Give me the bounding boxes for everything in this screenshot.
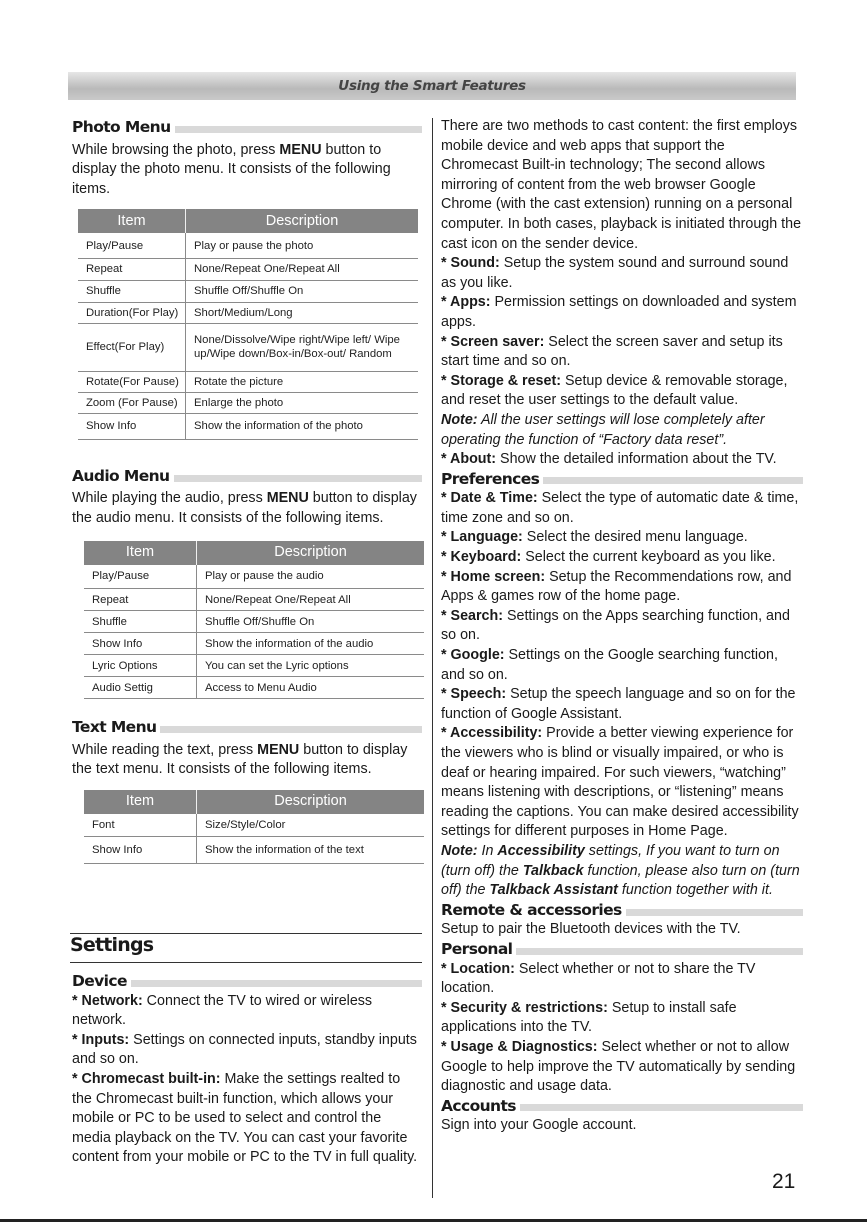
section-title: Using the Smart Features <box>338 78 526 94</box>
device-heading: Device <box>72 972 422 992</box>
page-number: 21 <box>772 1170 796 1193</box>
audio-menu-heading: Audio Menu <box>72 467 422 487</box>
setting-keyboard: * Keyboard: Select the current keyboard as you like. <box>441 549 776 566</box>
table-header-row: Item Description <box>84 790 424 814</box>
left-column <box>72 118 422 864</box>
setting-network: * Network: Connect the TV to wired or wireless network. <box>72 992 373 1029</box>
device-section <box>72 972 422 1168</box>
setting-storage-reset: * Storage & reset: Setup device & removable storage, and reset the user settings to the default value. <box>441 372 788 409</box>
table-header-row: Item Description <box>84 541 424 565</box>
right-column <box>441 117 803 1136</box>
photo-menu-heading: Photo Menu <box>72 118 422 138</box>
setting-location: * Location: Select whether or not to share the TV location. <box>441 960 756 997</box>
table-row: Shuffle Shuffle Off/Shuffle On <box>84 611 424 633</box>
photo-intro: While browsing the photo, press MENU button to display the photo menu. It consists of the following items. <box>72 141 391 197</box>
remote-accessories-heading: Remote & accessories <box>441 901 803 921</box>
setting-google: * Google: Settings on the Google searching function, and so on. <box>441 647 778 683</box>
text-menu-table <box>84 790 424 865</box>
audio-intro: While playing the audio, press MENU button to display the audio menu. It consists of the following items. <box>72 490 417 527</box>
table-row: Show Info Show the information of the photo <box>78 413 418 439</box>
cast-explanation: There are two methods to cast content: the first employs mobile device and web apps that support the Chromecast Built-in technology; The second allows mirroring of content from the web browser Google Chrome (with the cast extension) running on a personal computer. In both cases, playback is initiated through the cast icon on the sender device. <box>441 118 802 252</box>
settings-bottom-rule <box>70 962 422 963</box>
photo-menu-table <box>78 209 418 440</box>
setting-accessibility: * Accessibility: Provide a better viewing experience for the viewers who is blind or visually impaired, or who is deaf or hearing impaired. For such viewers, “watching” means listening with descriptions, or “listening” means reading the captions. You can make desired accessibility settings for different purposes in Home Page. <box>441 725 799 840</box>
setting-apps: * Apps: Permission settings on downloaded and system apps. <box>441 294 797 330</box>
table-row: Lyric Options You can set the Lyric options <box>84 655 424 677</box>
setting-language: * Language: Select the desired menu language. <box>441 529 748 546</box>
text-menu-heading: Text Menu <box>72 718 422 738</box>
table-row: Repeat None/Repeat One/Repeat All <box>84 589 424 611</box>
setting-home-screen: * Home screen: Setup the Recommendations row, and Apps & games row of the home page. <box>441 568 792 605</box>
setting-inputs: * Inputs: Settings on connected inputs, standby inputs and so on. <box>72 1031 417 1068</box>
table-row: Repeat None/Repeat One/Repeat All <box>78 258 418 280</box>
table-row: Play/Pause Play or pause the photo <box>78 233 418 258</box>
table-row: Show Info Show the information of the text <box>84 837 424 864</box>
talkback-note: Note: In Accessibility settings, If you want to turn on (turn off) the Talkback function, please also turn on (turn off) the Talkback Assistant function together with it. <box>441 842 800 899</box>
table-row: Duration(For Play) Short/Medium/Long <box>78 302 418 323</box>
setting-about: * About: Show the detailed information about the TV. <box>441 451 777 468</box>
accounts-heading: Accounts <box>441 1097 803 1117</box>
factory-reset-note: Note: All the user settings will lose completely after operating the function of “Factory data reset”. <box>441 411 765 448</box>
table-row: Effect(For Play) None/Dissolve/Wipe right/Wipe left/ Wipe up/Wipe down/Box-in/Box-out/ Random <box>78 323 418 371</box>
setting-screen-saver: * Screen saver: Select the screen saver and setup its start time and so on. <box>441 333 783 370</box>
table-row: Show Info Show the information of the audio <box>84 633 424 655</box>
accounts-text: Sign into your Google account. <box>441 1117 637 1134</box>
setting-search: * Search: Settings on the Apps searching function, and so on. <box>441 607 790 644</box>
setting-speech: * Speech: Setup the speech language and so on for the function of Google Assistant. <box>441 686 796 722</box>
section-banner <box>68 72 796 100</box>
personal-heading: Personal <box>441 940 803 960</box>
preferences-heading: Preferences <box>441 470 803 490</box>
column-divider <box>432 118 433 1198</box>
audio-menu-table <box>84 541 424 700</box>
setting-sound: * Sound: Setup the system sound and surround sound as you like. <box>441 255 789 291</box>
setting-chromecast: * Chromecast built-in: Make the settings realted to the Chromecast built-in function, which allows your mobile or PC to be used to select and control the media playback on the TV. You can cast your favorite content from your mobile or PC to the TV in full quality. <box>72 1070 418 1166</box>
table-row: Audio Settig Access to Menu Audio <box>84 677 424 699</box>
setting-usage-diagnostics: * Usage & Diagnostics: Select whether or not to allow Google to help improve the TV automatically by sending diagnostic and usage data. <box>441 1038 796 1095</box>
table-header-row: Item Description <box>78 209 418 233</box>
table-row: Rotate(For Pause) Rotate the picture <box>78 371 418 392</box>
table-row: Play/Pause Play or pause the audio <box>84 565 424 589</box>
table-row: Font Size/Style/Color <box>84 814 424 837</box>
table-row: Zoom (For Pause) Enlarge the photo <box>78 392 418 413</box>
setting-security: * Security & restrictions: Setup to install safe applications into the TV. <box>441 999 737 1036</box>
settings-heading: Settings <box>70 934 154 956</box>
text-intro: While reading the text, press MENU button to display the text menu. It consists of the following items. <box>72 741 408 778</box>
remote-accessories-text: Setup to pair the Bluetooth devices with the TV. <box>441 921 741 938</box>
table-row: Shuffle Shuffle Off/Shuffle On <box>78 280 418 302</box>
setting-date-time: * Date & Time: Select the type of automatic date & time, time zone and so on. <box>441 490 799 526</box>
